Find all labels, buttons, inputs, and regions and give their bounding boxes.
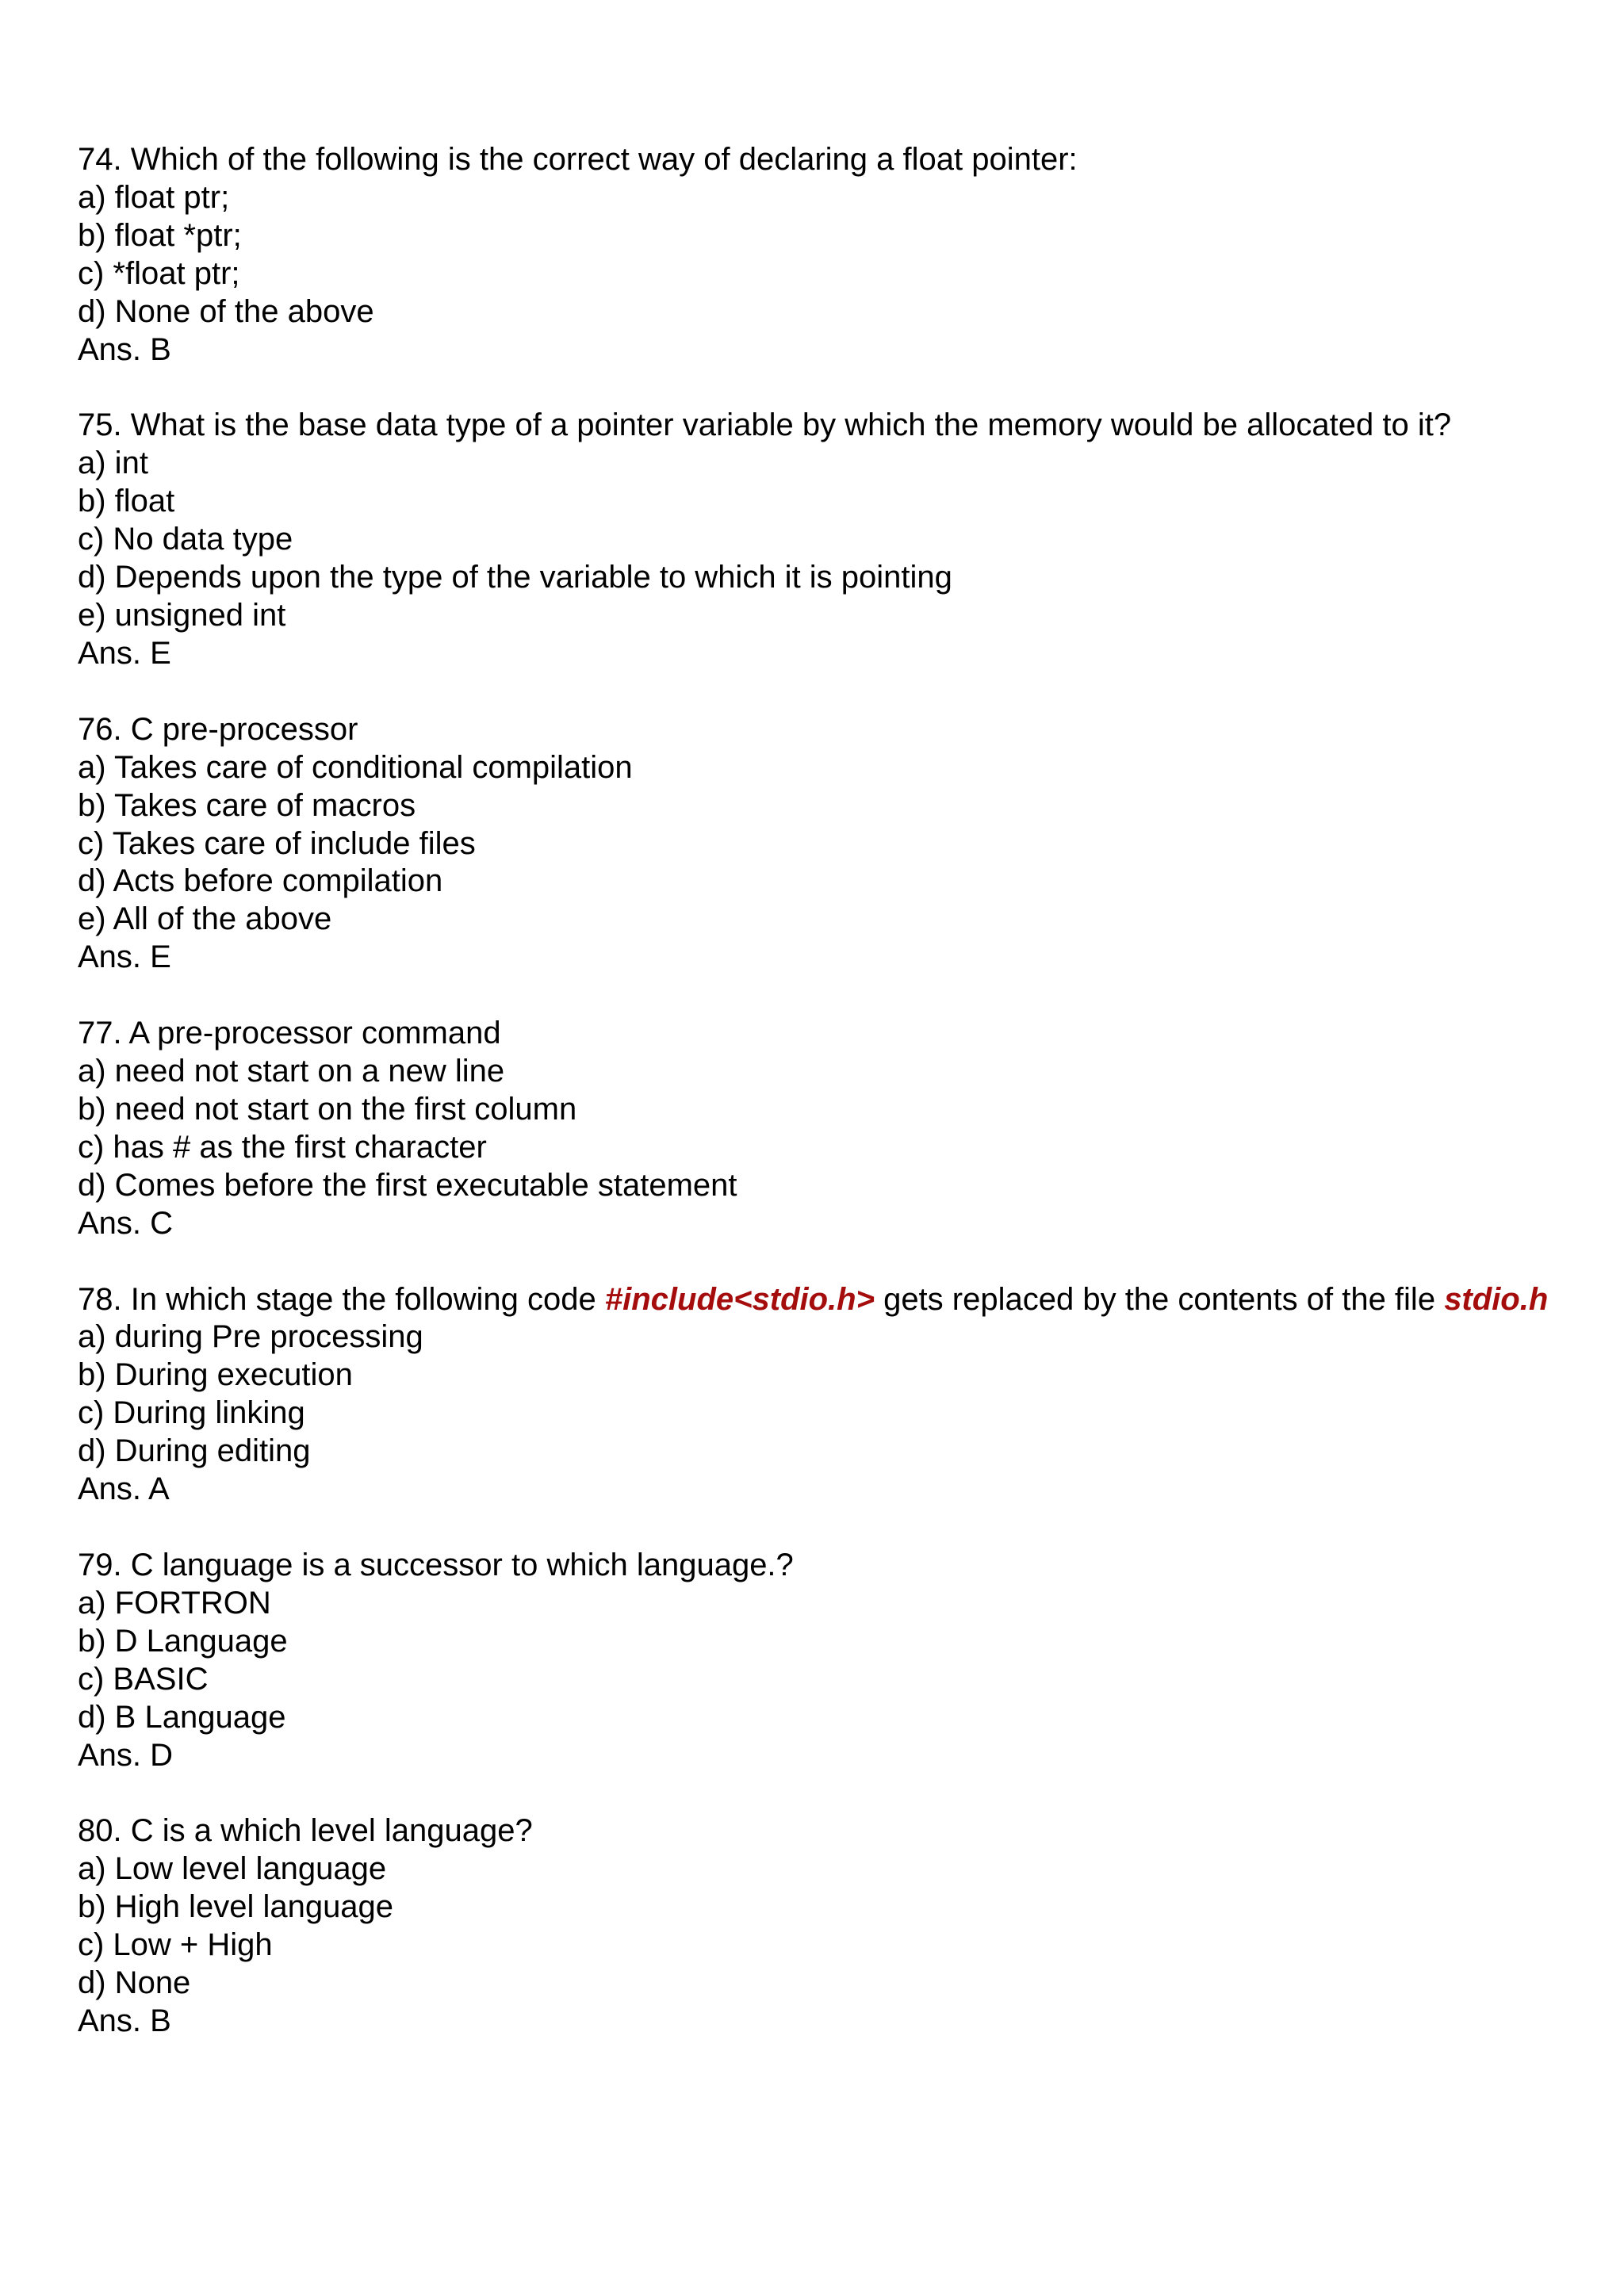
option-d: d) None <box>78 1965 191 2001</box>
option-b: b) During execution <box>78 1357 353 1393</box>
question-75 <box>78 407 1568 672</box>
option-a: a) Low level language <box>78 1851 387 1887</box>
option-e: e) unsigned int <box>78 597 286 633</box>
question-text <box>78 1281 1568 1319</box>
option-d: d) Comes before the first executable statement <box>78 1167 737 1203</box>
question-79 <box>78 1547 1568 1774</box>
option-c: c) No data type <box>78 522 293 557</box>
question-text: 75. What is the base data type of a pointer variable by which the memory would be allocated to it? <box>78 408 1452 443</box>
option-d: d) During editing <box>78 1433 311 1469</box>
question-text-middle: gets replaced by the contents of the file <box>874 1281 1445 1317</box>
option-a: a) need not start on a new line <box>78 1054 505 1089</box>
option-b: b) Takes care of macros <box>78 787 416 823</box>
option-d: d) None of the above <box>78 293 374 329</box>
option-b: b) float <box>78 484 175 519</box>
question-text-start: 78. In which stage the following code <box>78 1281 605 1317</box>
option-a: a) int <box>78 446 148 481</box>
option-c: c) Takes care of include files <box>78 825 476 861</box>
question-text: 79. C language is a successor to which language.? <box>78 1548 794 1582</box>
question-80 <box>78 1812 1568 2040</box>
answer: Ans. A <box>78 1471 170 1507</box>
option-c: c) has # as the first character <box>78 1129 487 1165</box>
option-b: b) float *ptr; <box>78 217 242 253</box>
question-text: 77. A pre-processor command <box>78 1016 501 1051</box>
code-filename: stdio.h <box>1444 1281 1549 1317</box>
question-text: 74. Which of the following is the correct way of declaring a float pointer: <box>78 142 1078 177</box>
code-include-directive: #include<stdio.h> <box>604 1281 875 1317</box>
option-d: d) Acts before compilation <box>78 863 443 899</box>
option-e: e) All of the above <box>78 901 332 937</box>
option-c: c) During linking <box>78 1395 305 1431</box>
option-a: a) Takes care of conditional compilation <box>78 749 633 785</box>
option-d: d) B Language <box>78 1699 286 1735</box>
answer: Ans. E <box>78 635 171 671</box>
question-text: 80. C is a which level language? <box>78 1813 533 1849</box>
option-d: d) Depends upon the type of the variable to which it is pointing <box>78 560 952 595</box>
answer: Ans. D <box>78 1737 174 1773</box>
option-b: b) D Language <box>78 1623 288 1659</box>
option-c: c) Low + High <box>78 1927 273 1963</box>
question-78 <box>78 1281 1568 1509</box>
question-76 <box>78 711 1568 977</box>
option-b: b) need not start on the first column <box>78 1091 577 1127</box>
document-page <box>78 141 1568 2079</box>
answer: Ans. E <box>78 939 171 975</box>
option-a: a) during Pre processing <box>78 1319 423 1355</box>
option-a: a) FORTRON <box>78 1585 271 1621</box>
option-c: c) *float ptr; <box>78 255 240 291</box>
answer: Ans. B <box>78 2003 171 2038</box>
answer: Ans. C <box>78 1205 174 1241</box>
question-text: 76. C pre-processor <box>78 711 358 747</box>
question-74 <box>78 141 1568 369</box>
question-77 <box>78 1015 1568 1242</box>
option-c: c) BASIC <box>78 1661 209 1697</box>
answer: Ans. B <box>78 331 171 367</box>
option-a: a) float ptr; <box>78 179 230 215</box>
option-b: b) High level language <box>78 1889 394 1925</box>
